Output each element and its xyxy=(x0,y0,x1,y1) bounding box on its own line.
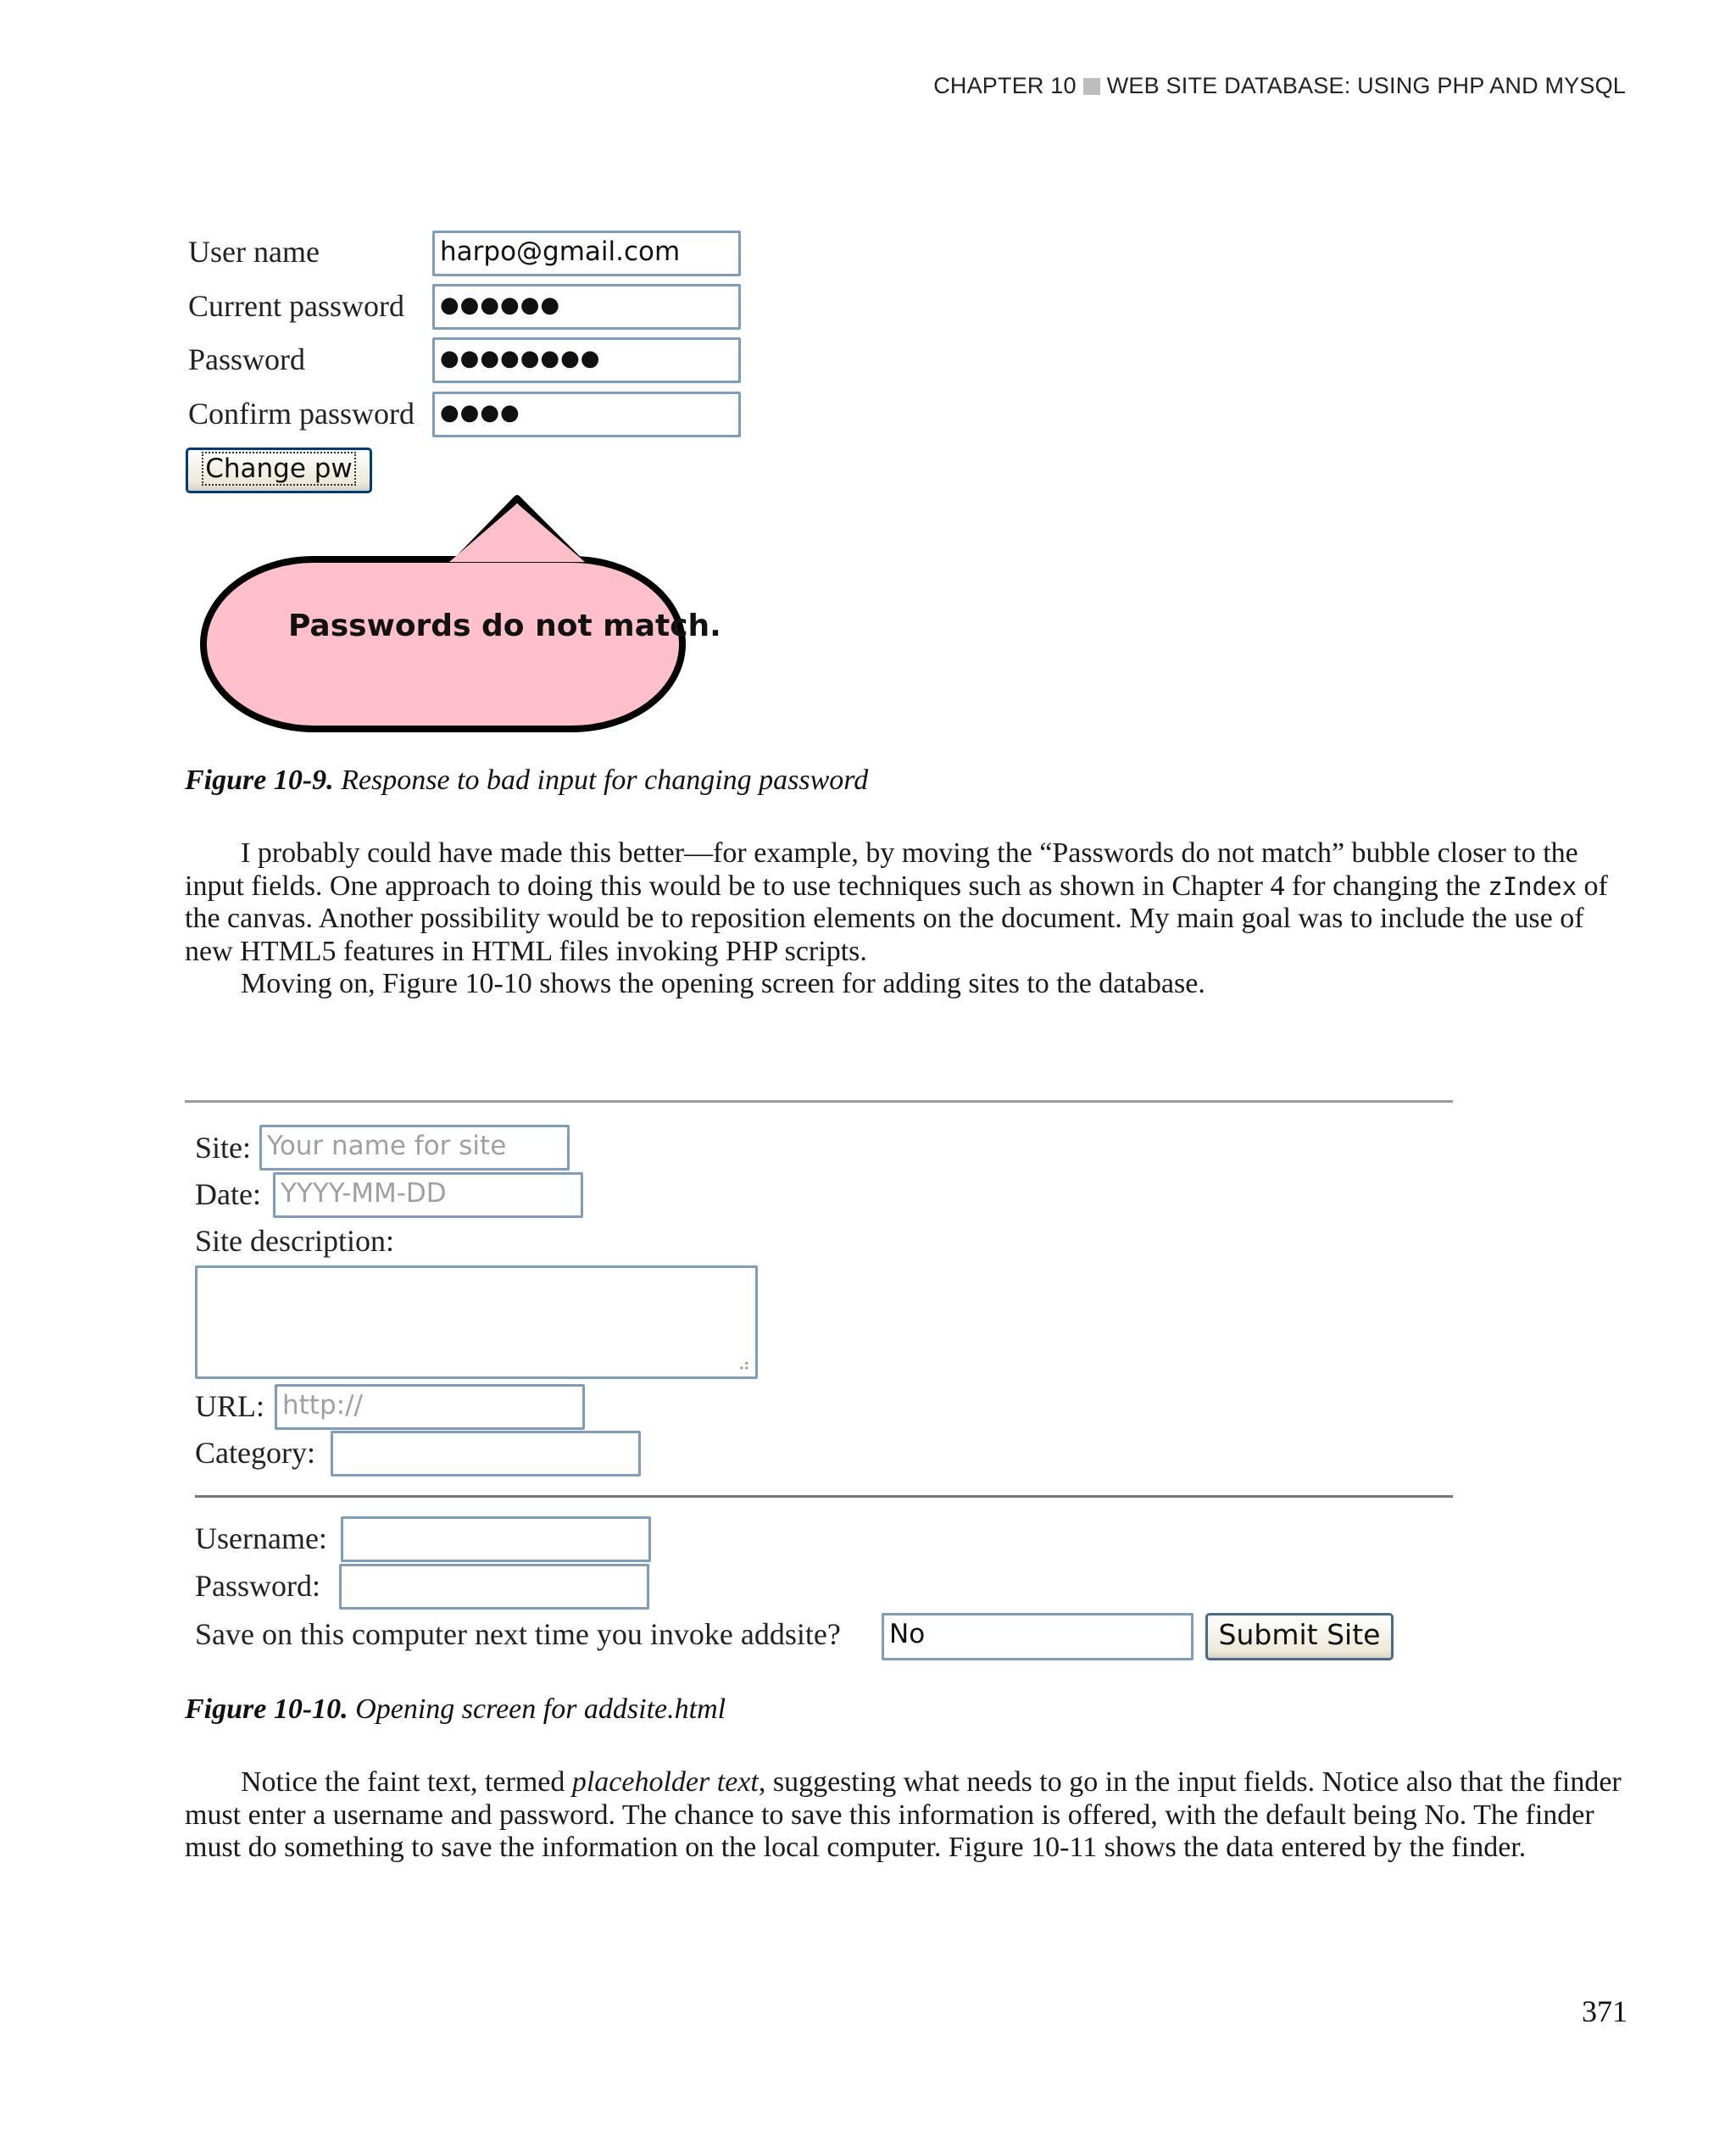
bubble-message: Passwords do not match. xyxy=(288,609,721,643)
current-password-input[interactable]: ●●●●●● xyxy=(432,284,741,330)
submit-site-button[interactable]: Submit Site xyxy=(1205,1613,1394,1660)
date-input[interactable]: YYYY-MM-DD xyxy=(273,1172,583,1218)
save-on-computer-input[interactable]: No xyxy=(882,1613,1194,1660)
username-input[interactable] xyxy=(341,1516,651,1562)
paragraph-text: of the canvas. Another possibility would be to reposition elements on the document. My main goal was to include the use of new HTML5 features in HTML files invoking PHP scripts. xyxy=(185,870,1608,967)
middle-divider xyxy=(195,1495,1453,1498)
caption-number: Figure 10-9. xyxy=(185,765,334,796)
running-header-chapter: CHAPTER 10 xyxy=(933,73,1077,98)
caption-number: Figure 10-10. xyxy=(185,1693,348,1725)
paragraph-text: I probably could have made this better—for example, by moving the “Passwords do not match” bubble closer to the input fields. One approach to doing this would be to use techniques such as shown in Chapter 4 for changing the xyxy=(185,837,1578,902)
resize-grip-icon[interactable]: ⠴ xyxy=(737,1354,750,1375)
site-description-textarea[interactable] xyxy=(195,1265,758,1379)
password-label: Password xyxy=(188,342,306,376)
top-divider xyxy=(185,1100,1453,1103)
page-number: 371 xyxy=(1582,1994,1628,2028)
date-label: Date: xyxy=(195,1177,261,1211)
paragraph-text: Notice the faint text, termed xyxy=(241,1766,572,1798)
caption-text: Response to bad input for changing password xyxy=(341,765,869,796)
username-label: Username: xyxy=(195,1521,327,1555)
change-pw-button[interactable] xyxy=(186,448,372,493)
change-pw-button-label: Change pw xyxy=(202,452,356,486)
password-input[interactable] xyxy=(339,1564,649,1610)
running-header-title: WEB SITE DATABASE: USING PHP AND MYSQL xyxy=(1106,73,1626,98)
username-input[interactable]: harpo@gmail.com xyxy=(432,231,741,276)
emphasized-term: placeholder text xyxy=(571,1766,759,1798)
save-on-computer-label: Save on this computer next time you invoke addsite? xyxy=(195,1617,841,1651)
site-label: Site: xyxy=(195,1131,252,1165)
figure-10-10-caption xyxy=(185,1693,726,1726)
category-input[interactable] xyxy=(331,1431,641,1476)
body-text-section-1 xyxy=(185,837,1626,1001)
confirm-password-input[interactable]: ●●●● xyxy=(432,392,741,437)
header-separator-square xyxy=(1083,78,1100,95)
running-header xyxy=(848,73,1626,99)
password-input[interactable]: ●●●●●●●● xyxy=(432,337,741,383)
figure-10-9-caption xyxy=(185,765,868,797)
inline-code: zIndex xyxy=(1488,871,1577,901)
caption-text: Opening screen for addsite.html xyxy=(355,1693,726,1725)
site-description-label: Site description: xyxy=(195,1224,394,1258)
site-input[interactable]: Your name for site xyxy=(259,1125,570,1171)
paragraph xyxy=(185,1766,1626,1865)
confirm-password-label: Confirm password xyxy=(188,397,415,431)
bubble-tail-fill xyxy=(449,503,585,562)
url-input[interactable]: http:// xyxy=(275,1384,585,1430)
password-label: Password: xyxy=(195,1569,321,1603)
current-password-label: Current password xyxy=(188,289,404,323)
username-label: User name xyxy=(188,235,320,269)
category-label: Category: xyxy=(195,1436,315,1470)
paragraph-text: , suggesting what needs to go in the input fields. Notice also that the finder must enter a username and password. The chance to save this information is offered, with the default being No. The finder must do something to save the information on the local computer. Figure 10-11 shows the data entered by the finder. xyxy=(185,1766,1622,1864)
paragraph xyxy=(185,837,1626,968)
url-label: URL: xyxy=(195,1389,265,1423)
body-text-section-2 xyxy=(185,1766,1626,1865)
paragraph: Moving on, Figure 10-10 shows the opening screen for adding sites to the database. xyxy=(241,968,1205,1000)
